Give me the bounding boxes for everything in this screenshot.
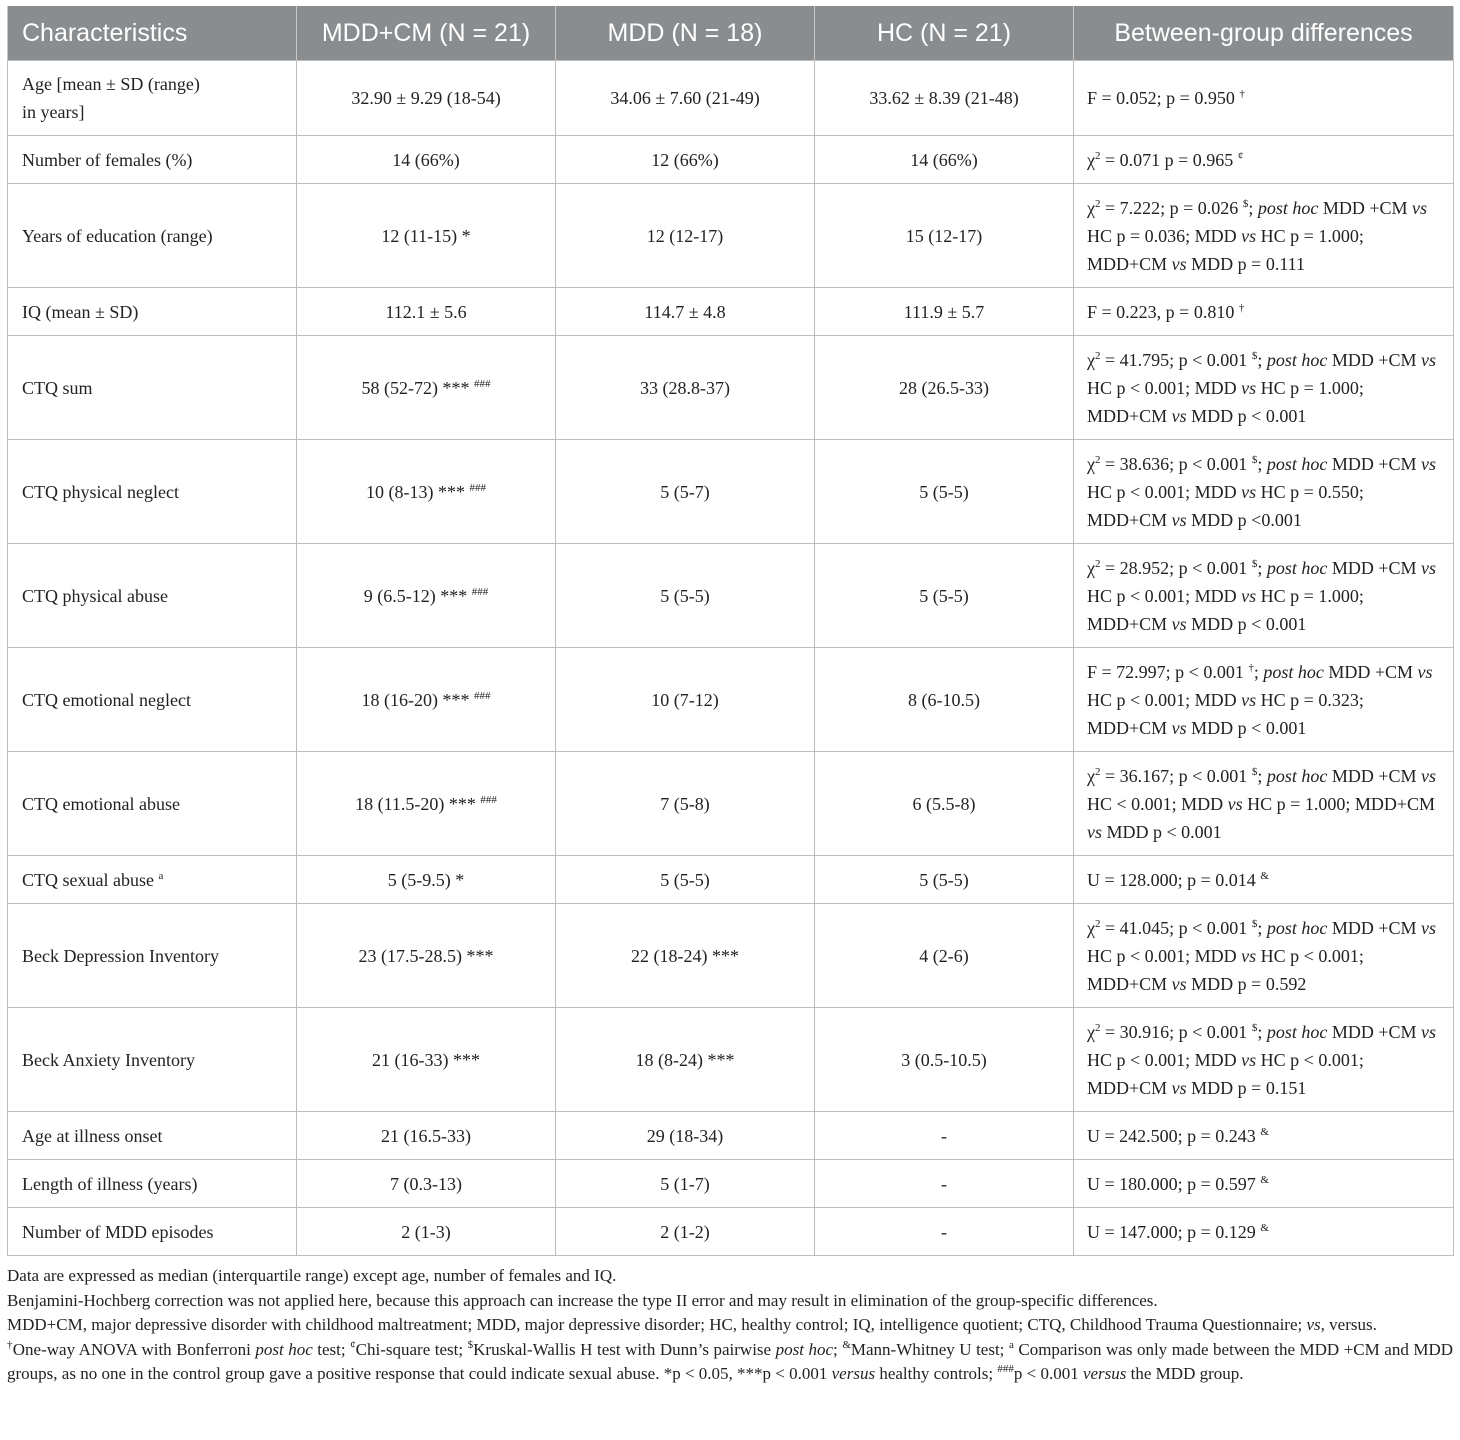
cell-mdd: 18 (8-24) ***: [556, 1008, 815, 1112]
cell-hc: 3 (0.5-10.5): [815, 1008, 1074, 1112]
cell-mddcm: 2 (1-3): [297, 1208, 556, 1256]
cell-mddcm: 112.1 ± 5.6: [297, 288, 556, 336]
cell-characteristic: Age at illness onset: [8, 1112, 297, 1160]
cell-characteristic: Years of education (range): [8, 184, 297, 288]
cell-mdd: 5 (1-7): [556, 1160, 815, 1208]
cell-hc: -: [815, 1112, 1074, 1160]
cell-characteristic: Length of illness (years): [8, 1160, 297, 1208]
table-row: [8, 184, 1454, 288]
table-footnotes: [7, 1264, 1453, 1387]
cell-between-group: F = 72.997; p < 0.001 †; post hoc MDD +CM vs HC p < 0.001; MDD vs HC p = 0.323; MDD+CM vs MDD p < 0.001: [1074, 648, 1454, 752]
cell-hc: 14 (66%): [815, 136, 1074, 184]
cell-characteristic: CTQ emotional abuse: [8, 752, 297, 856]
cell-mdd: 10 (7-12): [556, 648, 815, 752]
table-row: [8, 61, 1454, 136]
cell-between-group: $\chi^2 = 38.636$; p < 0.001 $; post hoc MDD +CM vs HC p < 0.001; MDD vs HC p = 0.550; MDD+CM vs MDD p <0.001: [1074, 440, 1454, 544]
cell-between-group: $\chi^2 = 41.045$; p < 0.001 $; post hoc MDD +CM vs HC p < 0.001; MDD vs HC p < 0.001; MDD+CM vs MDD p = 0.592: [1074, 904, 1454, 1008]
header-mddcm: MDD+CM (N = 21): [297, 6, 556, 61]
cell-between-group: U = 128.000; p = 0.014 &: [1074, 856, 1454, 904]
cell-hc: 6 (5.5-8): [815, 752, 1074, 856]
cell-mdd: 12 (12-17): [556, 184, 815, 288]
cell-between-group: $\chi^2 = 36.167$; p < 0.001 $; post hoc MDD +CM vs HC < 0.001; MDD vs HC p = 1.000; MDD+CM vs MDD p < 0.001: [1074, 752, 1454, 856]
cell-between-group: U = 180.000; p = 0.597 &: [1074, 1160, 1454, 1208]
cell-between-group: $\chi^2 = 41.795$; p < 0.001 $; post hoc MDD +CM vs HC p < 0.001; MDD vs HC p = 1.000; MDD+CM vs MDD p < 0.001: [1074, 336, 1454, 440]
cell-characteristic: CTQ physical abuse: [8, 544, 297, 648]
table-row: [8, 648, 1454, 752]
table-row: [8, 336, 1454, 440]
cell-mdd: 7 (5-8): [556, 752, 815, 856]
footnote: MDD+CM, major depressive disorder with childhood maltreatment; MDD, major depressive disorder; HC, healthy control; IQ, intelligence quotient; CTQ, Childhood Trauma Questionnaire; vs, versus.: [7, 1315, 1377, 1334]
table-row: [8, 288, 1454, 336]
cell-mddcm: 9 (6.5-12) *** ###: [297, 544, 556, 648]
table-body: [8, 61, 1454, 1256]
cell-characteristic: Number of MDD episodes: [8, 1208, 297, 1256]
cell-hc: 15 (12-17): [815, 184, 1074, 288]
cell-mddcm: 21 (16-33) ***: [297, 1008, 556, 1112]
cell-characteristic: CTQ sexual abuse $^a$: [8, 856, 297, 904]
cell-hc: 5 (5-5): [815, 544, 1074, 648]
cell-hc: -: [815, 1208, 1074, 1256]
cell-hc: 5 (5-5): [815, 440, 1074, 544]
cell-mddcm: 32.90 ± 9.29 (18-54): [297, 61, 556, 136]
table-row: [8, 904, 1454, 1008]
cell-mdd: 12 (66%): [556, 136, 815, 184]
cell-mdd: 5 (5-5): [556, 544, 815, 648]
cell-mddcm: 18 (16-20) *** ###: [297, 648, 556, 752]
cell-hc: 111.9 ± 5.7: [815, 288, 1074, 336]
cell-between-group: U = 147.000; p = 0.129 &: [1074, 1208, 1454, 1256]
cell-mddcm: 18 (11.5-20) *** ###: [297, 752, 556, 856]
cell-mdd: 34.06 ± 7.60 (21-49): [556, 61, 815, 136]
cell-mdd: 114.7 ± 4.8: [556, 288, 815, 336]
cell-hc: -: [815, 1160, 1074, 1208]
cell-mddcm: 7 (0.3-13): [297, 1160, 556, 1208]
cell-mddcm: 21 (16.5-33): [297, 1112, 556, 1160]
cell-hc: 28 (26.5-33): [815, 336, 1074, 440]
cell-mdd: 2 (1-2): [556, 1208, 815, 1256]
cell-hc: 33.62 ± 8.39 (21-48): [815, 61, 1074, 136]
table-row: [8, 752, 1454, 856]
cell-between-group: $\chi^2 = 7.222$; p = 0.026 $; post hoc MDD +CM vs HC p = 0.036; MDD vs HC p = 1.000; MDD+CM vs MDD p = 0.111: [1074, 184, 1454, 288]
table-row: [8, 544, 1454, 648]
table-row: [8, 1208, 1454, 1256]
cell-mdd: 5 (5-7): [556, 440, 815, 544]
cell-hc: 5 (5-5): [815, 856, 1074, 904]
cell-mddcm: 58 (52-72) *** ###: [297, 336, 556, 440]
footnote: Benjamini-Hochberg correction was not applied here, because this approach can increase the type II error and may result in elimination of the group-specific differences.: [7, 1290, 1158, 1310]
cell-characteristic: Beck Anxiety Inventory: [8, 1008, 297, 1112]
cell-mdd: 5 (5-5): [556, 856, 815, 904]
cell-characteristic: Age [mean ± SD (range) in years]: [8, 61, 297, 136]
table-row: [8, 136, 1454, 184]
table-container: [7, 6, 1453, 1387]
header-characteristics: Characteristics: [8, 6, 297, 61]
table-row: [8, 1112, 1454, 1160]
header-between-group: Between-group differences: [1074, 6, 1454, 61]
cell-characteristic: Beck Depression Inventory: [8, 904, 297, 1008]
table-row: [8, 1160, 1454, 1208]
cell-hc: 4 (2-6): [815, 904, 1074, 1008]
cell-mddcm: 10 (8-13) *** ###: [297, 440, 556, 544]
cell-mdd: 33 (28.8-37): [556, 336, 815, 440]
cell-between-group: U = 242.500; p = 0.243 &: [1074, 1112, 1454, 1160]
table-header: [8, 6, 1454, 61]
cell-characteristic: Number of females (%): [8, 136, 297, 184]
cell-mdd: 29 (18-34): [556, 1112, 815, 1160]
cell-characteristic: IQ (mean ± SD): [8, 288, 297, 336]
cell-mddcm: 5 (5-9.5) *: [297, 856, 556, 904]
cell-hc: 8 (6-10.5): [815, 648, 1074, 752]
table-row: [8, 1008, 1454, 1112]
cell-characteristic: CTQ sum: [8, 336, 297, 440]
header-hc: HC (N = 21): [815, 6, 1074, 61]
cell-between-group: F = 0.223, p = 0.810 †: [1074, 288, 1454, 336]
header-row: [8, 6, 1454, 61]
footnote: Data are expressed as median (interquartile range) except age, number of females and IQ.: [7, 1266, 617, 1285]
cell-between-group: $\chi^2 = 0.071$ p = 0.965 ¢: [1074, 136, 1454, 184]
cell-characteristic: CTQ physical neglect: [8, 440, 297, 544]
table-row: [8, 440, 1454, 544]
cell-between-group: $\chi^2 = 28.952$; p < 0.001 $; post hoc MDD +CM vs HC p < 0.001; MDD vs HC p = 1.000; MDD+CM vs MDD p < 0.001: [1074, 544, 1454, 648]
cell-mddcm: 14 (66%): [297, 136, 556, 184]
cell-between-group: F = 0.052; p = 0.950 †: [1074, 61, 1454, 136]
cell-between-group: $\chi^2 = 30.916$; p < 0.001 $; post hoc MDD +CM vs HC p < 0.001; MDD vs HC p < 0.001; MDD+CM vs MDD p = 0.151: [1074, 1008, 1454, 1112]
table-row: [8, 856, 1454, 904]
cell-mddcm: 23 (17.5-28.5) ***: [297, 904, 556, 1008]
cell-mddcm: 12 (11-15) *: [297, 184, 556, 288]
footnote: †One-way ANOVA with Bonferroni post hoc test; ¢Chi-square test; $Kruskal-Wallis H test with Dunn’s pairwise post hoc; &Mann-Whitney U test; $^a$ Comparison was only made between the MDD +CM and MDD groups, as no one in the control group gave a positive response that could indicate sexual abuse. *p < 0.05, ***p < 0.001 versus healthy controls; ###p < 0.001 versus the MDD group.: [7, 1338, 1454, 1383]
cell-characteristic: CTQ emotional neglect: [8, 648, 297, 752]
cell-mdd: 22 (18-24) ***: [556, 904, 815, 1008]
header-mdd: MDD (N = 18): [556, 6, 815, 61]
characteristics-table: [7, 6, 1454, 1256]
